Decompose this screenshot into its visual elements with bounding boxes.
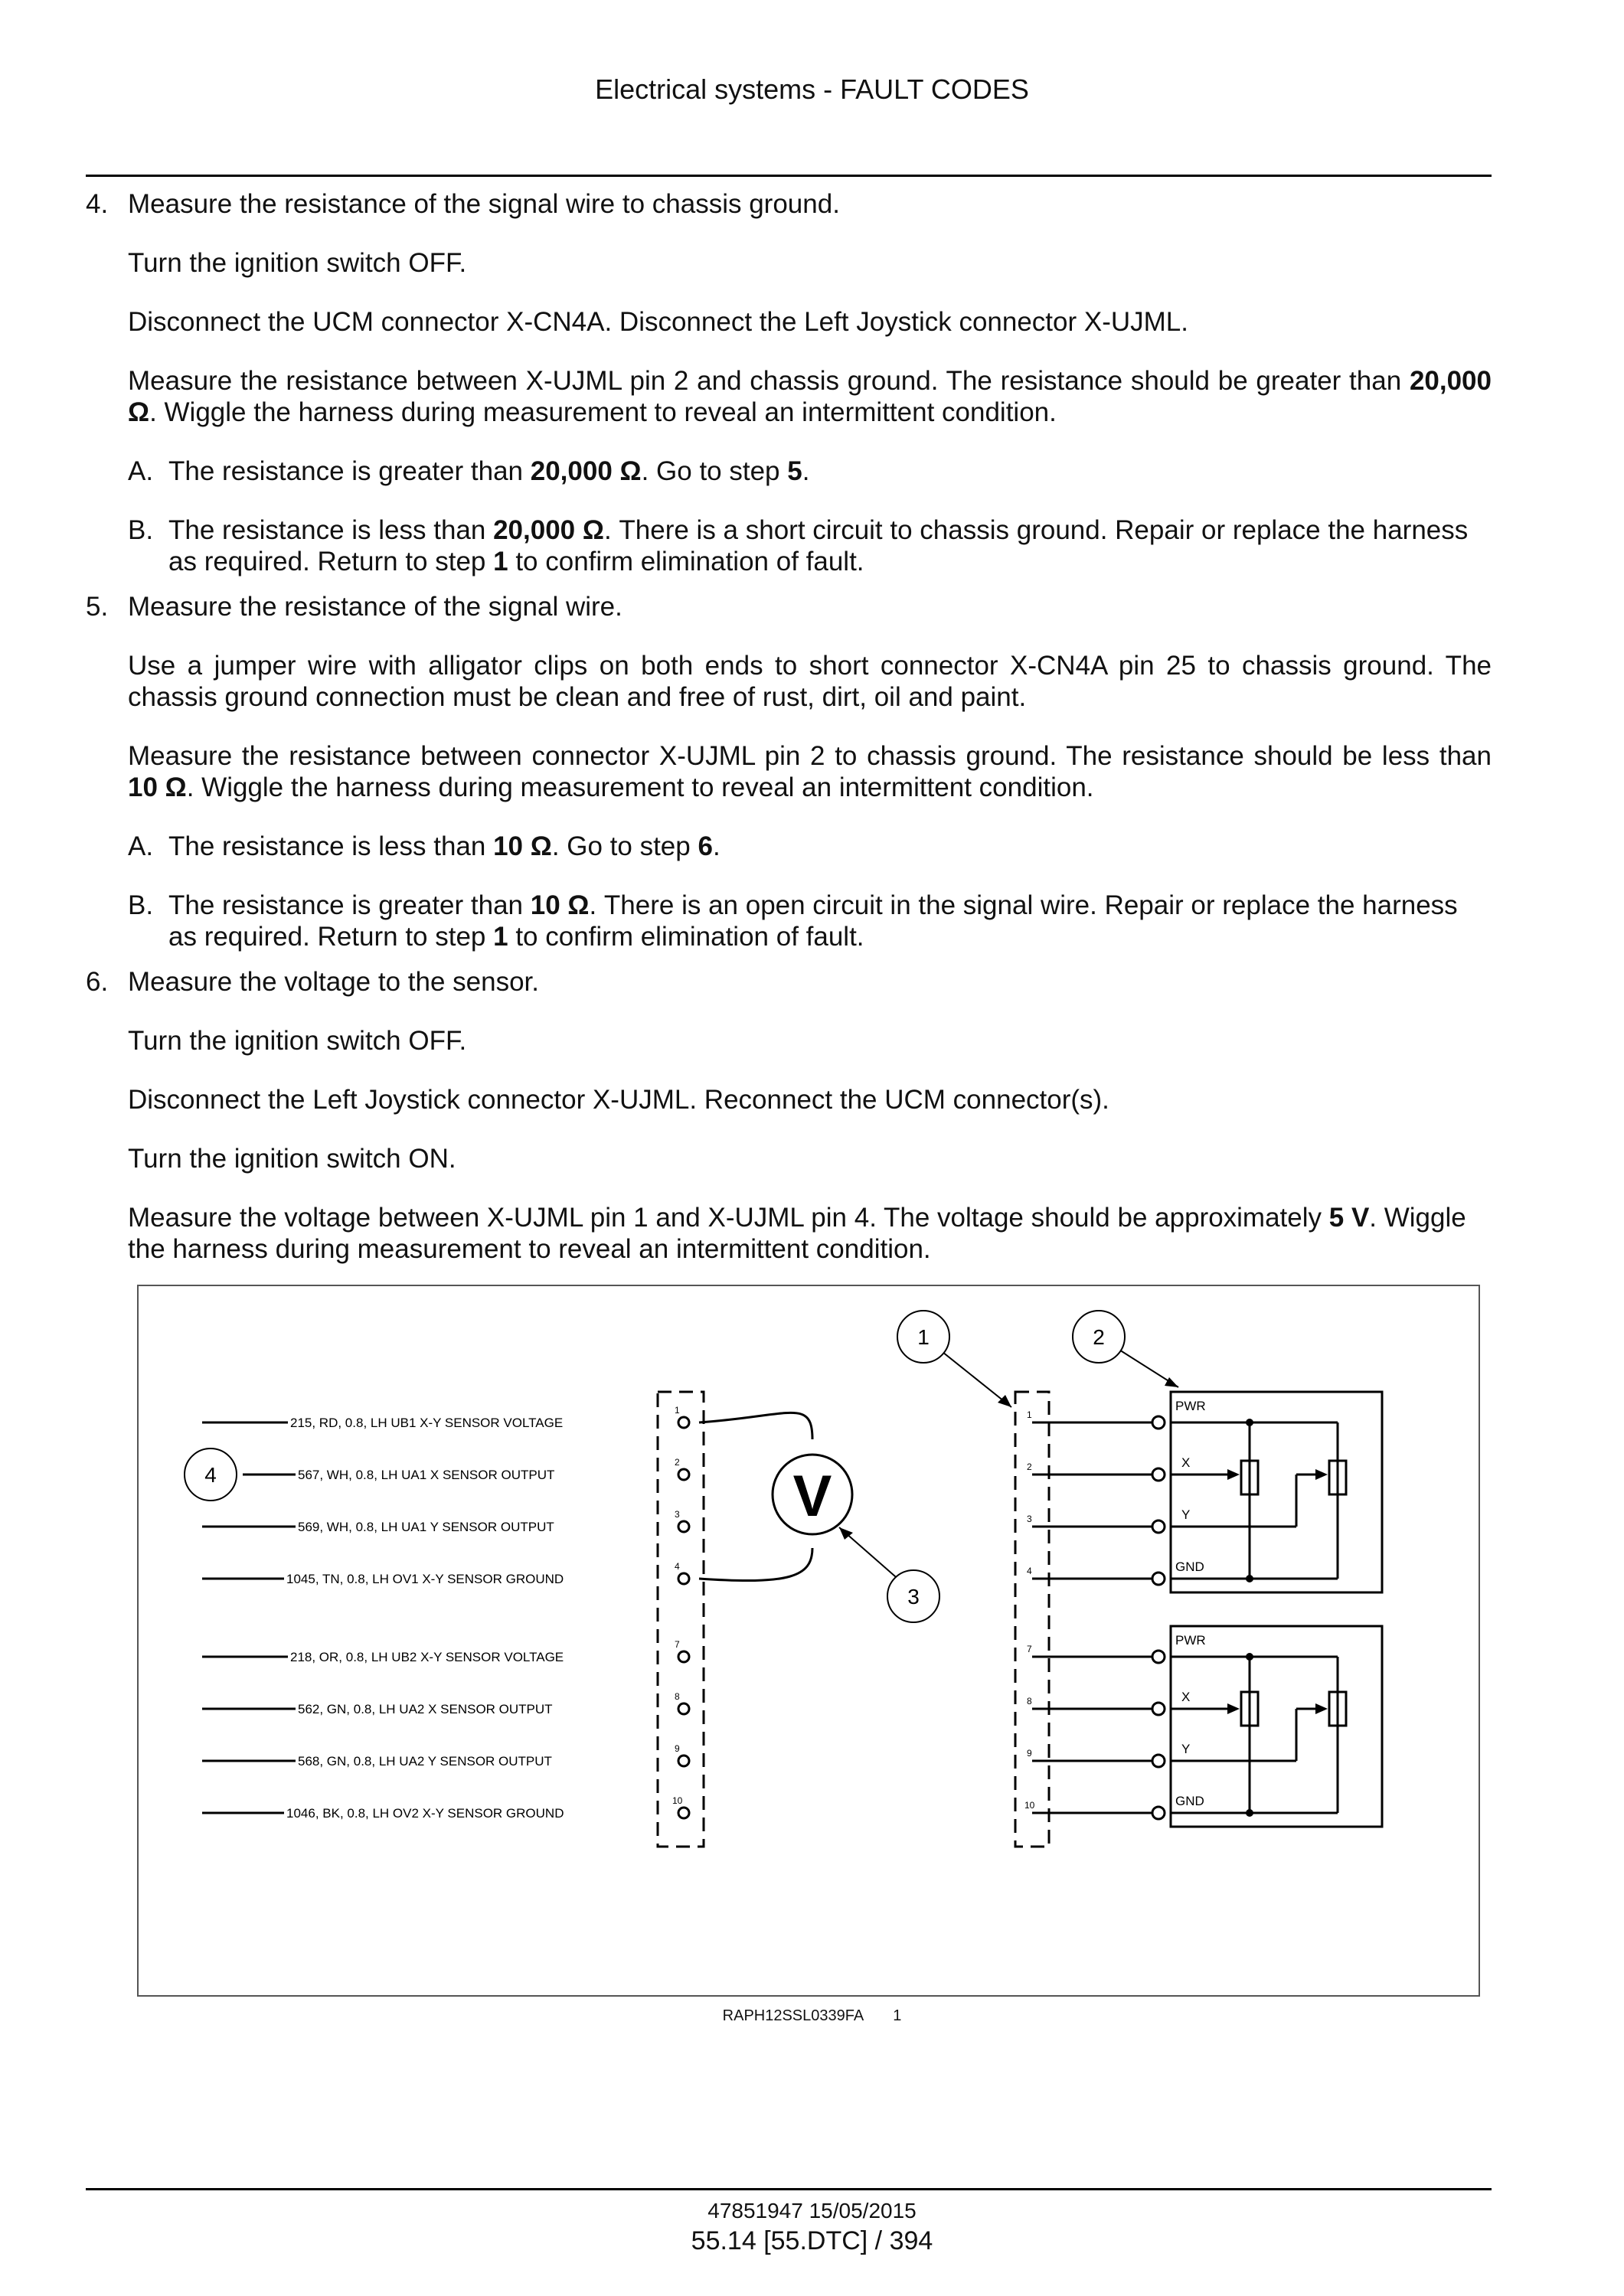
pin-number: 2 xyxy=(1027,1462,1032,1472)
wire-label: 567, WH, 0.8, LH UA1 X SENSOR OUTPUT xyxy=(298,1468,555,1482)
block-label: GND xyxy=(1175,1794,1204,1808)
pin-number: 10 xyxy=(1024,1800,1035,1811)
step-paragraph: Measure the resistance between connector X-UJML pin 2 to chassis ground. The resistance should be less than 10 Ω. Wiggle the harness during measurement to reveal an intermittent condition. xyxy=(128,741,1492,802)
step-title: Measure the resistance of the signal wire. xyxy=(128,592,622,622)
pin-number: 9 xyxy=(1027,1748,1032,1759)
pin-number: 8 xyxy=(675,1691,680,1702)
step-paragraph: Turn the ignition switch ON. xyxy=(128,1144,456,1174)
block-label: X xyxy=(1181,1455,1191,1470)
footer-rule xyxy=(86,2188,1492,2190)
step-number: 4. xyxy=(86,189,109,219)
callout-number: 1 xyxy=(917,1325,930,1349)
substep-a: A. The resistance is greater than 20,000 Ω. Go to step 5. xyxy=(128,456,810,486)
page-header: Electrical systems - FAULT CODES xyxy=(595,73,1029,105)
step-paragraph: Turn the ignition switch OFF. xyxy=(128,1026,467,1056)
pin-number: 2 xyxy=(675,1457,680,1468)
step-paragraph: Turn the ignition switch OFF. xyxy=(128,248,467,278)
block-label: Y xyxy=(1181,1742,1191,1756)
procedure-content xyxy=(86,188,1492,1265)
block-label: PWR xyxy=(1175,1633,1206,1648)
pin-number: 9 xyxy=(675,1743,680,1754)
wiring-diagram xyxy=(139,1286,1482,1998)
pin-number: 1 xyxy=(675,1405,680,1416)
wire-label: 562, GN, 0.8, LH UA2 X SENSOR OUTPUT xyxy=(298,1702,553,1716)
callout-number: 2 xyxy=(1093,1325,1105,1349)
pin-number: 3 xyxy=(675,1509,680,1520)
step-title: Measure the resistance of the signal wire to chassis ground. xyxy=(128,189,840,219)
step-paragraph: Disconnect the Left Joystick connector X-UJML. Reconnect the UCM connector(s). xyxy=(128,1085,1109,1115)
substep-a: A. The resistance is less than 10 Ω. Go to step 6. xyxy=(128,831,721,861)
wire-label: 1045, TN, 0.8, LH OV1 X-Y SENSOR GROUND xyxy=(286,1572,564,1586)
figure-reference: RAPH12SSL0339FA xyxy=(722,2007,864,2024)
block-label: Y xyxy=(1181,1507,1191,1522)
step-paragraph: Measure the resistance between X-UJML pin 2 and chassis ground. The resistance should be greater than 20,000 Ω. Wiggle the harness during measurement to reveal an intermittent condition. xyxy=(128,366,1492,427)
page-number: 55.14 [55.DTC] / 394 xyxy=(691,2226,933,2255)
substep-b: B. The resistance is greater than 10 Ω. There is an open circuit in the signal wire. Repair or replace the harness as required. Return to step 1 to confirm elimination of fault. xyxy=(128,890,1458,952)
wire-label: 1046, BK, 0.8, LH OV2 X-Y SENSOR GROUND xyxy=(286,1806,564,1821)
pin-number: 7 xyxy=(1027,1644,1032,1654)
step-number: 5. xyxy=(86,592,109,622)
voltmeter-icon: V xyxy=(792,1464,832,1529)
step-4 xyxy=(86,188,1492,577)
wire-label: 215, RD, 0.8, LH UB1 X-Y SENSOR VOLTAGE xyxy=(290,1416,564,1430)
block-label: PWR xyxy=(1175,1399,1206,1413)
step-title: Measure the voltage to the sensor. xyxy=(128,967,539,997)
step-6 xyxy=(86,966,1492,1265)
callout-number: 3 xyxy=(907,1585,920,1609)
step-paragraph: Use a jumper wire with alligator clips on both ends to short connector X-CN4A pin 25 to chassis ground. The chassis ground connection must be clean and free of rust, dirt, oil and paint. xyxy=(128,651,1492,712)
substep-b: B. The resistance is less than 20,000 Ω. There is a short circuit to chassis ground. Repair or replace the harness as required. Return to step 1 to confirm elimination of fault. xyxy=(128,515,1469,576)
pin-number: 7 xyxy=(675,1639,680,1650)
callout-number: 4 xyxy=(204,1463,217,1487)
step-number: 6. xyxy=(86,967,109,997)
step-paragraph: Disconnect the UCM connector X-CN4A. Disconnect the Left Joystick connector X-UJML. xyxy=(128,307,1188,337)
block-label: X xyxy=(1181,1690,1191,1704)
pin-number: 4 xyxy=(675,1561,680,1572)
pin-number: 1 xyxy=(1027,1409,1032,1420)
header-rule xyxy=(86,175,1492,177)
figure-number: 1 xyxy=(893,2007,902,2024)
step-paragraph: Measure the voltage between X-UJML pin 1 and X-UJML pin 4. The voltage should be approximately 5 V. Wiggle the harness during measurement to reveal an intermittent condition. xyxy=(128,1203,1466,1264)
document-number: 47851947 15/05/2015 xyxy=(707,2199,917,2223)
step-5 xyxy=(86,591,1492,952)
block-label: GND xyxy=(1175,1560,1204,1574)
wire-label: 569, WH, 0.8, LH UA1 Y SENSOR OUTPUT xyxy=(298,1520,554,1534)
pin-number: 8 xyxy=(1027,1696,1032,1706)
pin-number: 3 xyxy=(1027,1514,1032,1524)
wiring-diagram-figure xyxy=(137,1285,1480,1997)
figure-caption xyxy=(0,2007,1624,2025)
pin-number: 10 xyxy=(672,1795,683,1806)
wire-label: 218, OR, 0.8, LH UB2 X-Y SENSOR VOLTAGE xyxy=(290,1650,564,1664)
wire-label: 568, GN, 0.8, LH UA2 Y SENSOR OUTPUT xyxy=(298,1754,552,1769)
pin-number: 4 xyxy=(1027,1566,1032,1576)
